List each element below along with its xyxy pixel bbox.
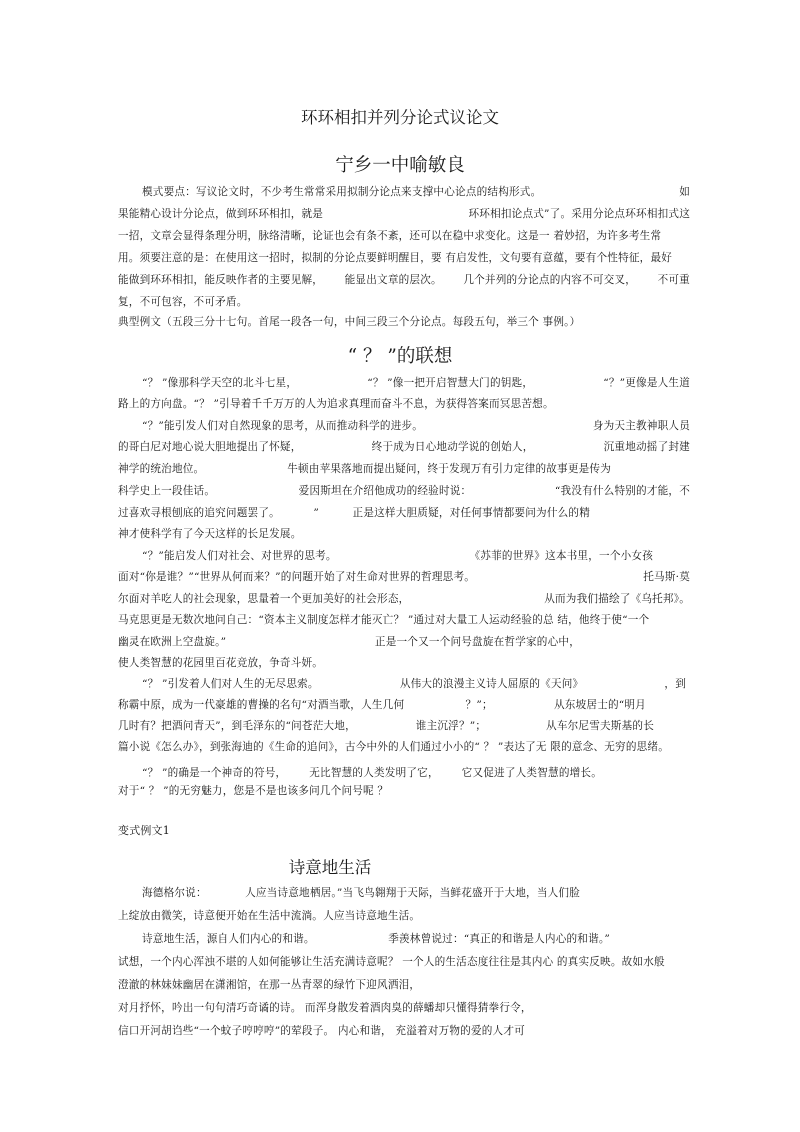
essay1-line: 马克思更是无数次地问自己：“资本主义制度怎样才能灭亡？ ”通过对大量工人运动经验的总 结，他终于使“一个	[118, 614, 650, 626]
essay2-line: 信口开河胡诌些“一个蚊子哼哼哼”的荤段子。 内心和谐， 充溢着对万物的爱的人才可	[118, 1025, 525, 1037]
essay2-line: 海德格尔说： 人应当诗意地栖居。”当飞鸟翱翔于天际，当鲜花盛开于大地，当人们脸	[142, 887, 580, 899]
essay1-line: 路上的方向盘。“？ ”引导着千千万万的人为追求真理而奋斗不息，为获得答案而冥思苦想。	[118, 398, 554, 410]
essay2-title: 诗意地生活	[288, 858, 372, 877]
intro-line: 能做到环环相扣，能反映作者的主要见解， 能显出文章的层次。 几个并列的分论点的内容不可交叉， 不可重	[118, 274, 690, 286]
essay1-line: 几时有？把酒问青天”，到毛泽东的“问苍茫大地， 谁主沉浮？”； 从车尔尼雪夫斯基的长	[118, 720, 654, 732]
essay1-line: “？ ”像那科学天空的北斗七星， “？ ”像一把开启智慧大门的钥匙， “？”更像是人生道	[142, 377, 690, 389]
essay1-line: “？”能引发人们对自然现象的思考，从而推动科学的进步。 身为天主教神职人员	[142, 420, 690, 432]
example-note: 典型例文（五段三分十七句。首尾一段各一句，中间三段三个分论点。每段五句，举三个 事例。）	[118, 316, 581, 328]
essay1-line: 幽灵在欧洲上空盘旋。” 正是一个又一个问号盘旋在哲学家的心中，	[118, 636, 580, 648]
author-line: 宁乡一中喻敏良	[335, 155, 465, 176]
essay1-line: “？ ”的确是一个神奇的符号， 无比智慧的人类发明了它， 它又促进了人类智慧的增长。	[142, 767, 602, 779]
intro-line: 模式要点：写议论文时，不少考生常常采用拟制分论点来支撑中心论点的结构形式。 如	[142, 186, 690, 198]
essay1-line: 使人类智慧的花园里百花竞放，争奇斗妍。	[118, 657, 324, 669]
essay2-line: 试想，一个内心浑浊不堪的人如何能够让生活充满诗意呢？ 一个人的生活态度往往是其内心 的真实反映。故如水般	[118, 956, 665, 968]
essay2-line: 诗意地生活，源自人们内心的和谐。 季羡林曾说过：“真正的和谐是人内心的和谐。”	[142, 933, 610, 945]
essay1-line: 对于“ ？ ”的无穷魅力，您是不是也该多问几个问号呢 ？	[118, 785, 389, 797]
essay1-line: 神才使科学有了今天这样的长足发展。	[118, 528, 302, 540]
essay1-line: 的哥白尼对地心说大胆地提出了怀疑， 终于成为日心地动学说的创始人， 沉重地动摇了封建	[118, 441, 690, 453]
essay1-line: 过喜欢寻根刨底的追究问题罢了。 ” 正是这样大胆质疑，对任何事情都要问为什么的精	[118, 507, 590, 519]
essay1-line: 神学的统治地位。 牛顿由苹果落地而提出疑问，终于发现万有引力定律的故事更是传为	[118, 463, 611, 475]
essay1-line: 尔面对羊吃人的社会现象，思量着一个更加美好的社会形态， 从而为我们描绘了《乌托邦》。	[118, 593, 690, 605]
essay1-line: 面对“你是谁？”“世界从何而来？”的问题开始了对生命对世界的哲理思考。 托马斯·莫	[118, 571, 690, 583]
essay1-line: 科学史上一段佳话。 爱因斯坦在介绍他成功的经验时说： “我没有什么特别的才能，不	[118, 485, 690, 497]
essay2-line: 上绽放由微笑，诗意便开始在生活中流淌。人应当诗意地生活。	[118, 910, 421, 922]
essay1-title: “ ？ ”的联想	[347, 346, 453, 367]
essay2-line: 澄澈的林妹妹幽居在潇湘馆，在那一丛青翠的绿竹下迎风洒泪，	[118, 979, 421, 991]
essay2-line: 对月抒怀，吟出一句句清巧奇谲的诗。 而浑身散发着酒肉臭的薛蟠却只懂得猜拳行令，	[118, 1002, 532, 1014]
intro-line: 一招，文章会显得条理分明，脉络清晰，论证也会有条不紊，还可以在稳中求变化。这是一 着妙招，为许多考生常	[118, 230, 662, 242]
intro-line: 用。须要注意的是：在使用这一招时，拟制的分论点要鲜明醒目，要 有启发性，文句要有意蕴，要有个性特征，最好	[118, 252, 673, 264]
essay1-line: “？”能启发人们对社会、对世界的思考。 《苏菲的世界》这本书里，一个小女孩	[142, 550, 653, 562]
essay1-line: “？ ”引发着人们对人生的无尽思索。 从伟大的浪漫主义诗人屈原的《天问》 ，到	[142, 678, 686, 690]
essay1-line: 篇小说《怎么办》，到张海迪的《生命的追问》，古今中外的人们通过小小的“ ？ ”表达了无 限的意念、无穷的思绪。	[118, 741, 670, 753]
document-title: 环环相扣并列分论式议论文	[301, 108, 499, 127]
intro-line: 果能精心设计分论点，做到环环相扣，就是 环环相扣论点式”了。采用分论点环环相扣式这	[118, 208, 690, 220]
intro-line: 复，不可包容，不可矛盾。	[118, 296, 248, 308]
variant-label: 变式例文1	[118, 824, 170, 837]
essay1-line: 称霸中原，成为一代豪雄的曹操的名句“对酒当歌，人生几何 ？”； 从东坡居士的“明月	[118, 699, 646, 711]
